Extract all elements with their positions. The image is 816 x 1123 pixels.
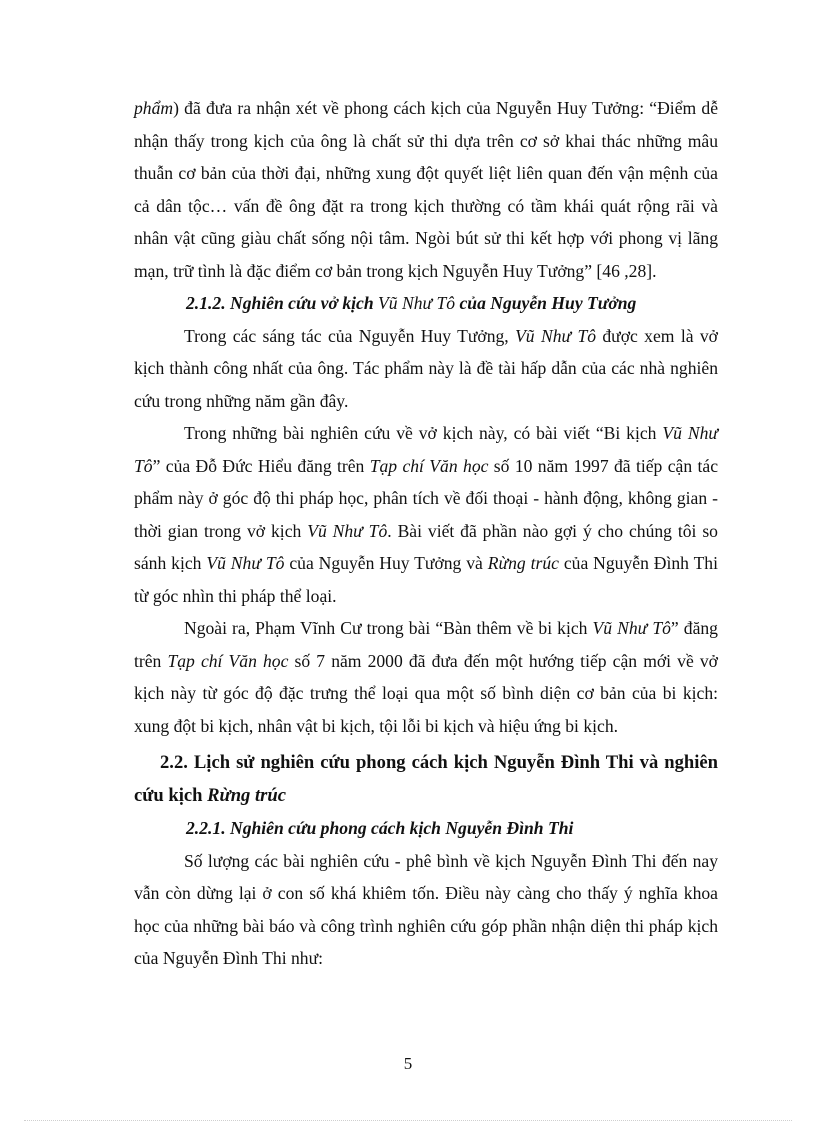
- heading-2-1-2-prefix: 2.1.2. Nghiên cứu vở kịch: [186, 293, 379, 313]
- heading-2-2-1: [134, 812, 718, 845]
- p4-text-c: số 7 năm 2000 đã đưa đến một hướng tiếp cận mới về vở kịch này từ góc độ đặc trưng thể loại qua một số bình diện cơ bản của bi kịch: xung đột bi kịch, nhân vật bi kịch, tội lỗi bi kịch và hiệu ứng bi kịch.: [134, 650, 718, 736]
- page-number: 5: [403, 1054, 413, 1073]
- p2-text-b: được xem là vở kịch thành công nhất của ông. Tác phẩm này là đề tài hấp dẫn của các nhà nghiên cứu trong những năm gần đây.: [134, 325, 718, 411]
- p5-text: Số lượng các bài nghiên cứu - phê bình về kịch Nguyễn Đình Thi đến nay vẫn còn dừng lại ở con số khá khiêm tốn. Điều này càng cho thấy ý nghĩa khoa học của những bài báo và công trình nghiên cứu góp phần nhận diện thi pháp kịch của Nguyễn Đình Thi như:: [134, 850, 718, 968]
- heading-2-1-2-title: Vũ Như Tô: [378, 293, 456, 313]
- p3-text-d: . Bài viết đã phần nào gợi ý cho chúng tôi so sánh kịch: [134, 520, 718, 573]
- p4-italic-a: Vũ Như Tô: [592, 618, 671, 638]
- page-bottom-rule: [24, 1120, 792, 1121]
- p2-italic-title: Vũ Như Tô: [515, 325, 597, 346]
- p3-italic-journal: Tạp chí Văn học: [369, 455, 489, 476]
- heading-2-1-2: [134, 287, 718, 320]
- p4-italic-journal: Tạp chí Văn học: [167, 650, 289, 671]
- heading-2-2-text: 2.2. Lịch sử nghiên cứu phong cách kịch Nguyễn Đình Thi và nghiên cứu kịch: [134, 752, 718, 806]
- p3-italic-d: Rừng trúc: [487, 553, 559, 573]
- p3-text-e: của Nguyễn Huy Tưởng và: [284, 553, 488, 573]
- p3-italic-c: Vũ Như Tô: [206, 553, 285, 573]
- p3-italic-b: Vũ Như Tô: [307, 520, 388, 541]
- heading-2-2-italic: Rừng trúc: [207, 784, 286, 806]
- p2-text-a: Trong các sáng tác của Nguyễn Huy Tưởng,: [184, 325, 516, 346]
- paragraph-1: [134, 92, 718, 287]
- p4-text-b: ” đăng trên: [134, 618, 718, 671]
- heading-2-1-2-suffix: của Nguyễn Huy Tưởng: [455, 293, 637, 313]
- p3-text-f: của Nguyễn Đình Thi từ góc nhìn thi pháp thể loại.: [134, 553, 718, 606]
- p4-text-a: Ngoài ra, Phạm Vĩnh Cư trong bài “Bàn thêm về bi kịch: [184, 618, 593, 638]
- page-body: [134, 92, 718, 975]
- paragraph-2: [134, 320, 718, 418]
- p3-text-c: số 10 năm 1997 đã tiếp cận tác phẩm này ở góc độ thi pháp học, phân tích về đối thoại - hành động, không gian - thời gian trong vở kịch: [134, 455, 719, 541]
- paragraph-3: [134, 417, 718, 612]
- p1-italic-term: phẩm: [134, 98, 174, 118]
- paragraph-5: [134, 845, 718, 975]
- p1-text: ) đã đưa ra nhận xét về phong cách kịch của Nguyễn Huy Tưởng: “Điểm dễ nhận thấy trong kịch của ông là chất sử thi dựa trên cơ sở khai thác những mâu thuẫn cơ bản của thời đại, những xung đột quyết liệt liên quan đến vận mệnh của cả dân tộc… vấn đề ông đặt ra trong kịch thường có tầm khái quát rộng rãi và nhân vật cũng giàu chất sống nội tâm. Ngòi bút sử thi kết hợp với phong vị lãng mạn, trữ tình là đặc điểm cơ bản trong kịch Nguyễn Huy Tưởng” [46 ,28].: [134, 98, 718, 281]
- heading-2-2-1-text: 2.2.1. Nghiên cứu phong cách kịch Nguyễn Đình Thi: [186, 818, 574, 838]
- p3-text-b: ” của Đỗ Đức Hiểu đăng trên: [152, 455, 370, 476]
- heading-2-2: [134, 747, 718, 812]
- paragraph-4: [134, 612, 718, 742]
- p3-text-a: Trong những bài nghiên cứu về vở kịch này, có bài viết “Bi kịch: [184, 423, 663, 443]
- p3-italic-a: Vũ Như Tô: [134, 423, 719, 476]
